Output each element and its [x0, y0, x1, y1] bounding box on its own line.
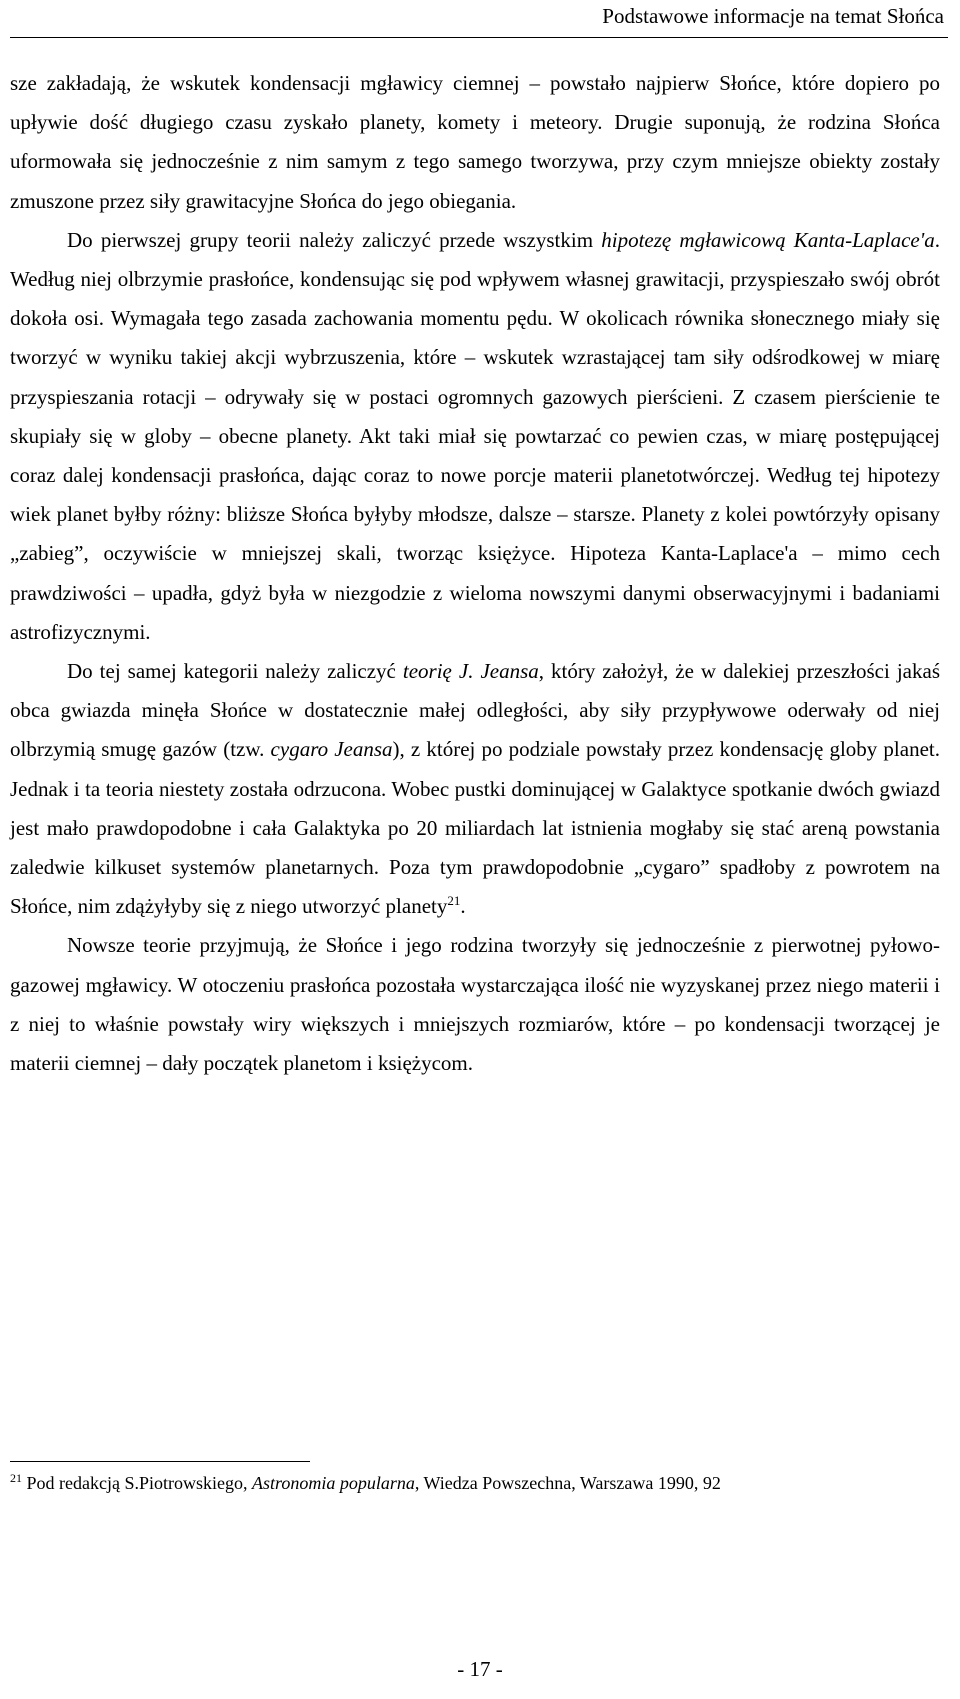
cigar-term: cygaro Jeansa: [270, 737, 393, 762]
paragraph-2-text-a: Do pierwszej grupy teorii należy zaliczyć przede wszystkim: [67, 227, 602, 252]
body-text: [10, 64, 940, 1083]
hypothesis-name: hipotezę mgławicową Kanta-Laplace'a: [601, 227, 935, 252]
footnote-book-title: Astronomia popularna: [251, 1473, 415, 1493]
paragraph-3-text-e: ), z której po podziale powstały przez kondensację globy planet. Jednak i ta teoria niestety została odrzucona. Wobec pustki dominującej w Galaktyce spotkanie dwóch gwiazd jest mało prawdopodobne i cała Galaktyka po 20 miliardach lat istnienia mogłaby się stać areną powstania zaledwie kilkuset systemów planetarnych. Poza tym prawdopodobnie „cygaro” spadłoby z powrotem na Słońce, nim zdążyłyby się z niego utworzyć planety: [10, 737, 940, 919]
footnote-reference[interactable]: 21: [447, 893, 461, 909]
running-header: Podstawowe informacje na temat Słońca: [602, 4, 944, 28]
paragraph-4-text: Nowsze teorie przyjmują, że Słońce i jego rodzina tworzyły się jednocześnie z pierwotnej pyłowo-gazowej mgławicy. W otoczeniu prasłońca pozostała wystarczająca ilość nie wyzyskanej przez niego materii i z niej to właśnie powstały wiry większych i mniejszych rozmiarów, które – po kondensacji tworzącej je materii ciemnej – dały początek planetom i księżycom.: [10, 933, 940, 1076]
theory-name: teorię J. Jeansa: [402, 659, 539, 684]
paragraph-3: [10, 652, 940, 926]
header-rule: [10, 37, 948, 38]
paragraph-1: [10, 64, 940, 221]
footnote-rule: [10, 1461, 310, 1462]
footnote: [10, 1470, 940, 1496]
footnote-text-a: Pod redakcją S.Piotrowskiego,: [22, 1473, 252, 1493]
page-number: - 17 -: [457, 1657, 503, 1681]
footnote-text-c: , Wiedza Powszechna, Warszawa 1990, 92: [414, 1473, 721, 1493]
paragraph-3-text-a: Do tej samej kategorii należy zaliczyć: [67, 659, 403, 684]
paragraph-2-text-c: . Według niej olbrzymie prasłońce, kondensując się pod wpływem własnej grawitacji, przyspieszało swój obrót dokoła osi. Wymagała tego zasada zachowania momentu pędu. W okolicach równika słonecznego miały się tworzyć w wyniku takiej akcji wybrzuszenia, które – wskutek wzrastającej tam siły odśrodkowej w miarę przyspieszania rotacji – odrywały się w postaci ogromnych gazowych pierścieni. Z czasem pierścienie te skupiały się w globy – obecne planety. Akt taki miał się powtarzać co pewien czas, w miarę postępującej coraz dalej kondensacji prasłońca, dając coraz to nowe porcje materii planetotwórczej. Według tej hipotezy wiek planet byłby różny: bliższe Słońca byłyby młodsze, dalsze – starsze. Planety z kolei powtórzyły opisany „zabieg”, oczywiście w mniejszej skali, tworząc księżyce. Hipoteza Kanta-Laplace'a – mimo cech prawdziwości – upadła, gdyż była w niezgodzie z wieloma nowszymi danymi obserwacyjnymi i badaniami astrofizycznymi.: [10, 227, 940, 644]
paragraph-4: [10, 926, 940, 1083]
paragraph-1-text: sze zakładają, że wskutek kondensacji mgławicy ciemnej – powstało najpierw Słońce, które dopiero po upływie dość długiego czasu zyskało planety, komety i meteory. Drugie suponują, że rodzina Słońca uformowała się jednocześnie z nim samym z tego samego tworzywa, przy czym mniejsze obiekty zostały zmuszone przez siły grawitacyjne Słońca do jego obiegania.: [10, 71, 940, 213]
paragraph-3-text-f: .: [460, 894, 466, 919]
paragraph-2: [10, 221, 940, 652]
paragraph-3-text-c: , który założył, że w dalekiej przeszłości jakaś obca gwiazda minęła Słońce w dostatecznie małej odległości, aby siły przypływowe oderwały od niej olbrzymią smugę gazów (tzw.: [10, 659, 940, 762]
footnote-number: 21: [10, 1471, 22, 1485]
